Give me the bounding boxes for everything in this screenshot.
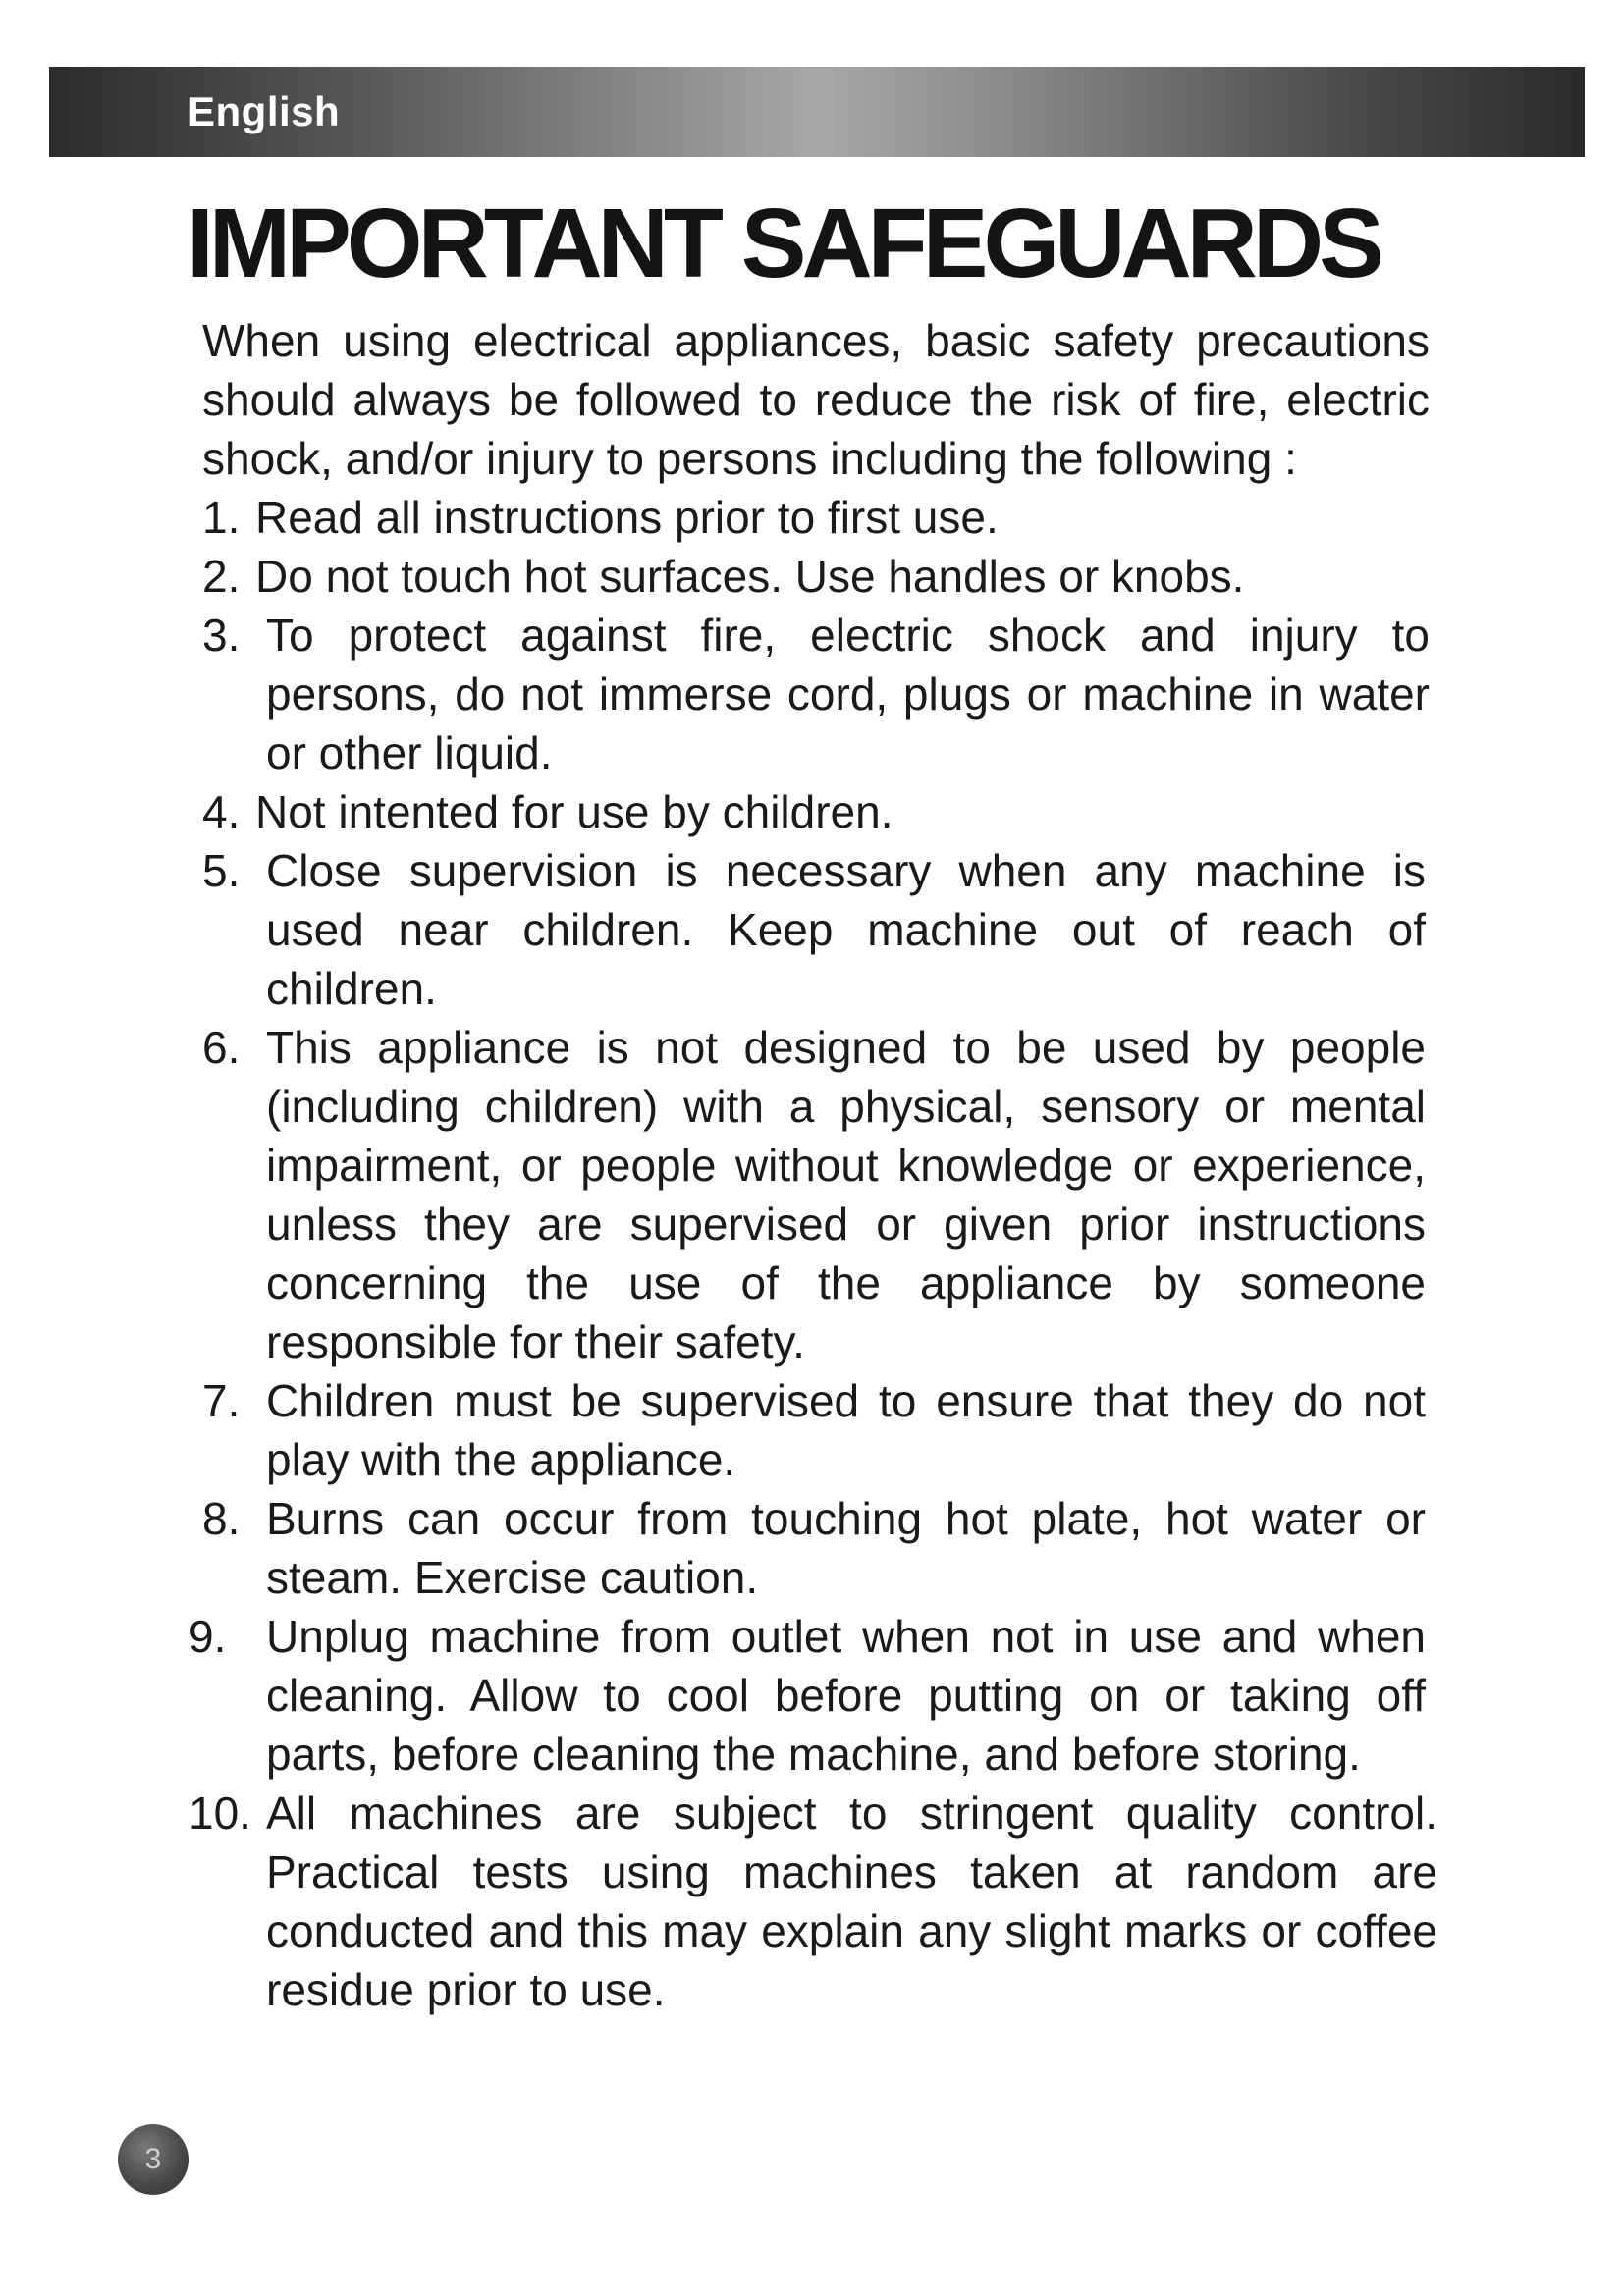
list-item-text: Close supervision is necessary when any machine is used near children. Keep machine out of reach of children.	[266, 845, 1426, 1014]
language-label: English	[188, 88, 341, 134]
list-item-number: 3.	[202, 610, 241, 661]
list-item-text: Do not touch hot surfaces. Use handles or knobs.	[255, 551, 1245, 602]
list-item	[202, 1371, 1426, 1489]
list-item-text: Read all instructions prior to first use.	[255, 492, 999, 543]
intro-paragraph: When using electrical appliances, basic safety precautions should always be followed to reduce the risk of fire, electric shock, and/or injury to persons including the following :	[202, 315, 1430, 484]
list-item-text: Not intented for use by children.	[255, 786, 893, 837]
list-item	[202, 1489, 1426, 1607]
list-item-text: All machines are subject to stringent quality control. Practical tests using machines taken at random are conducted and this may explain any slight marks or coffee residue prior to use.	[266, 1788, 1437, 2015]
list-item-number: 7.	[202, 1375, 241, 1426]
list-item-number: 5.	[202, 845, 241, 896]
list-item-text: Unplug machine from outlet when not in use and when cleaning. Allow to cool before putting on or taking off parts, before cleaning the machine, and before storing.	[266, 1611, 1426, 1780]
page-number-badge	[118, 2124, 189, 2195]
list-item	[189, 1784, 1437, 2019]
list-item-text: To protect against fire, electric shock and injury to persons, do not immerse cord, plugs or machine in water or other liquid.	[266, 610, 1430, 778]
list-item	[202, 547, 1479, 606]
list-item	[202, 488, 1479, 547]
list-item-number: 8.	[202, 1493, 241, 1544]
list-item	[202, 1018, 1426, 1371]
list-item	[189, 1607, 1426, 1784]
list-item-text: Burns can occur from touching hot plate, hot water or steam. Exercise caution.	[266, 1493, 1426, 1603]
page-title: IMPORTANT SAFEGUARDS	[187, 188, 1380, 298]
list-item-number: 2.	[202, 551, 241, 602]
list-item-text: This appliance is not designed to be used by people (including children) with a physical, sensory or mental impairment, or people without knowledge or experience, unless they are supervised or given prior instructions concerning the use of the appliance by someone responsible for their safety.	[266, 1022, 1426, 1367]
list-item-number: 6.	[202, 1022, 241, 1073]
list-item-text: Children must be supervised to ensure that they do not play with the appliance.	[266, 1375, 1426, 1485]
page-number: 3	[144, 2143, 162, 2175]
language-header-bar	[49, 67, 1585, 157]
list-item	[202, 782, 1479, 841]
list-item-number: 4.	[202, 786, 241, 837]
list-item-number: 9.	[189, 1611, 227, 1662]
list-item-number: 1.	[202, 492, 241, 543]
list-item	[202, 606, 1430, 782]
list-item	[202, 841, 1426, 1018]
list-item-number: 10.	[189, 1788, 251, 1839]
